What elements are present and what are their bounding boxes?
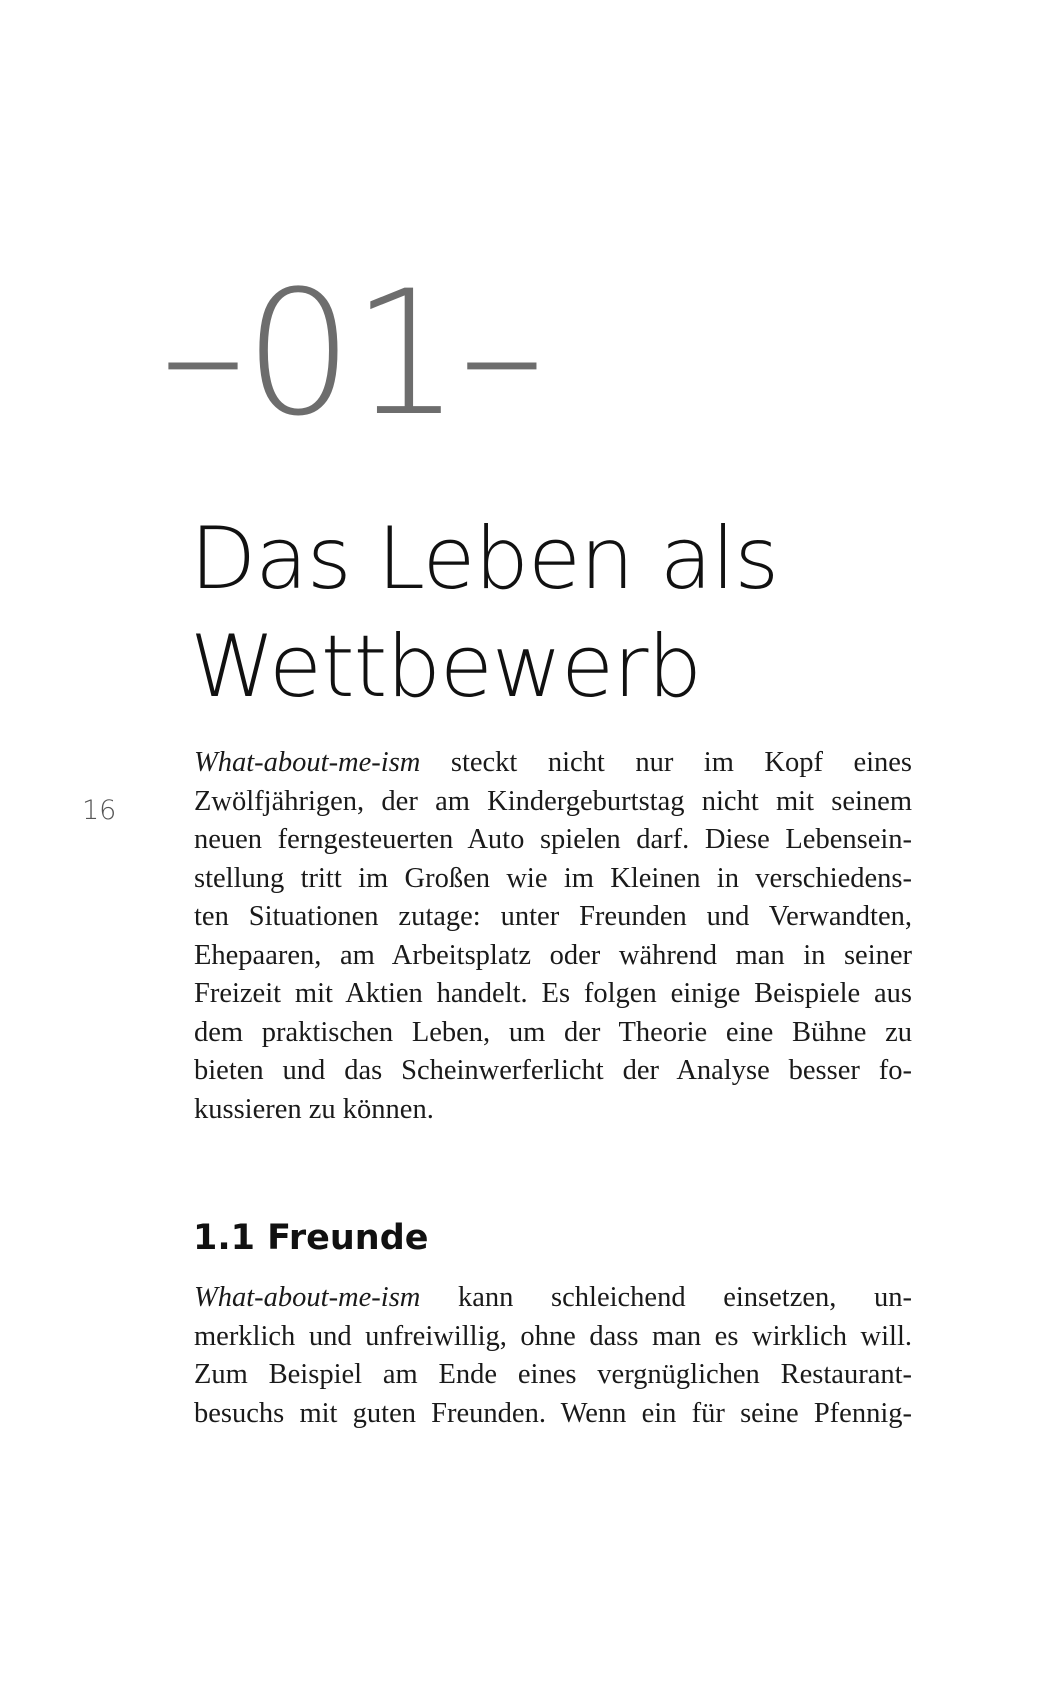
intro-line: bieten und das Scheinwerferlicht der Analyse besser fo- bbox=[194, 1055, 912, 1086]
intro-line: kussieren zu können. bbox=[194, 1093, 434, 1125]
intro-line: Ehepaaren, am Arbeitsplatz oder während man in seiner bbox=[194, 939, 912, 971]
intro-line: stellung tritt im Großen wie im Kleinen in verschiedens- bbox=[194, 862, 912, 894]
intro-line: What-about-me-ism steckt nicht nur im Kopf eines bbox=[194, 747, 912, 778]
italic-term: What-about-me-ism bbox=[194, 747, 421, 778]
chapter-title-line-1: Das Leben als bbox=[190, 509, 779, 609]
chapter-title-line-2: Wettbewerb bbox=[190, 617, 702, 717]
chapter-title bbox=[190, 505, 778, 721]
intro-line: ten Situationen zutage: unter Freunden und Verwandten, bbox=[194, 901, 912, 932]
chapter-number: –01– bbox=[160, 253, 543, 454]
section-line: besuchs mit guten Freunden. Wenn ein für seine Pfennig- bbox=[194, 1397, 912, 1429]
section-heading: 1.1 Freunde bbox=[193, 1218, 429, 1258]
intro-line: neuen ferngesteuerten Auto spielen darf. Diese Lebensein- bbox=[194, 824, 912, 855]
intro-paragraph bbox=[194, 744, 912, 1129]
intro-line: Freizeit mit Aktien handelt. Es folgen einige Beispiele aus bbox=[194, 978, 912, 1009]
section-line: merklich und unfreiwillig, ohne dass man es wirklich will. bbox=[194, 1320, 912, 1352]
section-line: Zum Beispiel am Ende eines vergnüglichen Restaurant- bbox=[194, 1359, 912, 1390]
section-paragraph bbox=[194, 1279, 912, 1433]
intro-line: dem praktischen Leben, um der Theorie eine Bühne zu bbox=[194, 1016, 912, 1048]
section-line: What-about-me-ism kann schleichend einsetzen, un- bbox=[194, 1282, 912, 1313]
italic-term: What-about-me-ism bbox=[194, 1282, 421, 1313]
page-number: 16 bbox=[82, 795, 117, 826]
intro-line: Zwölfjährigen, der am Kindergeburtstag nicht mit seinem bbox=[194, 785, 912, 817]
